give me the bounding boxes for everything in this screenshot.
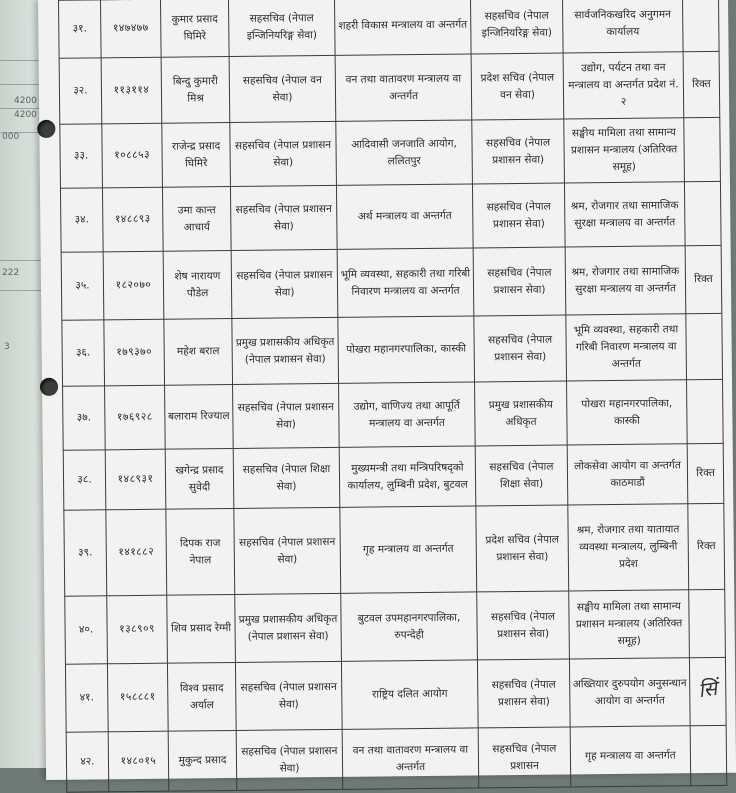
name-cell: राजेन्द्र प्रसाद घिमिरे <box>162 122 231 187</box>
current-office-cell: वन तथा वातावरण मन्त्रालय वा अन्तर्गत <box>342 728 479 789</box>
bg-number: 000 <box>2 132 20 142</box>
remark-cell <box>684 181 721 245</box>
table-row <box>60 181 721 252</box>
remark-cell <box>687 379 724 443</box>
new-position-cell: प्रदेश सचिव (नेपाल प्रशासन सेवा) <box>476 505 569 592</box>
serial-number-cell: ४२. <box>66 732 109 792</box>
table-row <box>65 589 726 664</box>
current-office-cell: बुटवल उपमहानगरपालिका, रुपन्देही <box>341 592 478 661</box>
position-cell: सहसचिव (नेपाल वन सेवा) <box>229 55 336 122</box>
name-cell: खगेन्द्र प्रसाद सुवेदी <box>165 448 234 509</box>
new-position-cell: सहसचिव (नेपाल प्रशासन सेवा) <box>473 247 566 316</box>
serial-number-cell: ३८. <box>63 450 106 510</box>
table-row <box>63 443 724 510</box>
serial-number-cell: ३७. <box>63 386 106 450</box>
serial-number-cell: ३३. <box>60 124 103 188</box>
table-row <box>59 51 720 124</box>
bg-number: 222 <box>2 268 20 278</box>
table-row <box>59 0 720 58</box>
current-office-cell: मुख्यमन्त्री तथा मन्त्रिपरिषद्को कार्यालय, लुम्बिनी प्रदेश, बुटवल <box>339 446 476 507</box>
new-office-cell: उद्योग, पर्यटन तथा वन मन्त्रालय वा अन्तर्गत प्रदेश नं. २ <box>563 52 684 119</box>
new-office-cell: सङ्घीय मामिला तथा सामान्य प्रशासन मन्त्रालय (अतिरिक्त समूह) <box>569 590 690 659</box>
new-office-cell: श्रम, रोजगार तथा यातायात व्यवस्था मन्त्रालय, लुम्बिनी प्रदेश <box>568 504 689 591</box>
symbol-number-cell: १८२०७० <box>103 251 164 320</box>
table-row <box>65 657 726 732</box>
position-cell: सहसचिव (नेपाल प्रशासन सेवा) <box>231 249 338 318</box>
new-office-cell: श्रम, रोजगार तथा सामाजिक सुरक्षा मन्त्रालय वा अन्तर्गत <box>565 246 686 315</box>
position-cell: सहसचिव (नेपाल प्रशासन सेवा) <box>234 507 341 594</box>
new-position-cell: सहसचिव (नेपाल प्रशासन सेवा) <box>477 659 570 728</box>
new-position-cell: प्रदेश सचिव (नेपाल वन सेवा) <box>471 53 564 120</box>
serial-number-cell: ३९. <box>64 510 107 596</box>
position-cell: प्रमुख प्रशासकीय अधिकृत (नेपाल प्रशासन सेवा) <box>232 317 339 384</box>
remark-cell <box>684 117 721 181</box>
bg-number: 4200 <box>14 110 37 120</box>
symbol-number-cell: १४८९३१ <box>105 449 166 510</box>
serial-number-cell: ४०. <box>65 596 108 664</box>
current-office-cell: आदिवासी जनजाति आयोग, ललितपुर <box>336 120 473 185</box>
current-office-cell: शहरी विकास मन्त्रालय वा अन्तर्गत <box>334 0 471 55</box>
table-row <box>61 245 722 320</box>
remark-cell: रिक्त <box>683 51 720 117</box>
new-office-cell: अख्तियार दुरुपयोग अनुसन्धान आयोग वा अन्तर्गत <box>569 658 690 727</box>
position-cell: सहसचिव (नेपाल प्रशासन सेवा) <box>230 185 337 250</box>
serial-number-cell: ३२. <box>59 58 102 124</box>
table-row <box>66 725 727 792</box>
name-cell: बलाराम रिज्याल <box>165 384 234 449</box>
new-position-cell: सहसचिव (नेपाल प्रशासन सेवा) <box>477 591 570 660</box>
symbol-number-cell: १४८०१५ <box>108 731 169 792</box>
name-cell: बिन्दु कुमारी मिश्र <box>161 57 230 124</box>
current-office-cell: अर्थ मन्त्रालय वा अन्तर्गत <box>336 184 473 249</box>
position-cell: सहसचिव (नेपाल प्रशासन सेवा) <box>235 661 342 730</box>
new-position-cell: सहसचिव (नेपाल शिक्षा सेवा) <box>475 445 568 506</box>
bg-number: 3 <box>4 342 10 352</box>
name-cell: विश्व प्रसाद अर्याल <box>167 662 236 731</box>
name-cell: महेश बराल <box>164 318 233 385</box>
current-office-cell: गृह मन्त्रालय वा अन्तर्गत <box>340 506 477 593</box>
symbol-number-cell: १४८८९३ <box>102 187 163 252</box>
name-cell: शेष नारायण पौडेल <box>163 250 232 319</box>
serial-number-cell: ३६. <box>62 320 105 386</box>
symbol-number-cell: १३८९०९ <box>107 595 168 664</box>
current-office-cell: उद्योग, वाणिज्य तथा आपूर्ति मन्त्रालय वा अन्तर्गत <box>339 382 476 447</box>
document-page <box>38 0 736 780</box>
new-position-cell: सहसचिव (नेपाल प्रशासन सेवा) <box>474 315 567 382</box>
current-office-cell: पोखरा महानगरपालिका, कास्की <box>338 316 475 383</box>
remark-cell <box>686 313 723 379</box>
table-row <box>64 503 725 596</box>
position-cell: सहसचिव (नेपाल प्रशासन सेवा) <box>233 383 340 448</box>
new-office-cell: भूमि व्यवस्था, सहकारी तथा गरिबी निवारण मन्त्रालय वा अन्तर्गत <box>566 314 687 381</box>
new-office-cell: सार्वजनिकखरिद अनुगमन कार्यालय <box>562 0 683 53</box>
serial-number-cell: ३१. <box>59 0 102 58</box>
punch-hole <box>40 378 58 396</box>
name-cell: उमा कान्त आचार्य <box>162 186 231 251</box>
name-cell: कुमार प्रसाद घिमिरे <box>160 0 229 57</box>
name-cell: दिपक राज नेपाल <box>166 508 235 595</box>
table-row <box>63 379 724 450</box>
serial-number-cell: ३५. <box>61 252 104 320</box>
current-office-cell: राष्ट्रिय दलित आयोग <box>341 660 478 729</box>
new-office-cell: गृह मन्त्रालय वा अन्तर्गत <box>570 726 691 787</box>
symbol-number-cell: १७६९२८ <box>105 385 166 450</box>
position-cell: सहसचिव (नेपाल प्रशासन सेवा) <box>236 729 343 790</box>
symbol-number-cell: १४७४७७ <box>101 0 162 58</box>
current-office-cell: भूमि व्यवस्था, सहकारी तथा गरिबी निवारण मन्त्रालय वा अन्तर्गत <box>337 248 474 317</box>
symbol-number-cell: १०८८५३ <box>102 123 163 188</box>
symbol-number-cell: १७९३७० <box>104 319 165 386</box>
serial-number-cell: ३४. <box>60 188 103 252</box>
position-cell: सहसचिव (नेपाल शिक्षा सेवा) <box>233 447 340 508</box>
name-cell: शिव प्रसाद रेग्मी <box>167 594 236 663</box>
new-office-cell: श्रम, रोजगार तथा सामाजिक सुरक्षा मन्त्रालय वा अन्तर्गत <box>564 182 685 247</box>
new-position-cell: सहसचिव (नेपाल प्रशासन <box>478 727 571 788</box>
remark-cell <box>689 657 726 725</box>
symbol-number-cell: १४१८८२ <box>106 509 167 596</box>
remark-cell: रिक्त <box>685 245 722 313</box>
remark-cell <box>690 725 727 785</box>
remark-cell: रिक्त <box>687 443 724 503</box>
transfer-table <box>58 0 727 793</box>
current-office-cell: वन तथा वातावरण मन्त्रालय वा अन्तर्गत <box>335 54 472 121</box>
remark-cell: रिक्त <box>688 503 725 589</box>
new-position-cell: सहसचिव (नेपाल प्रशासन सेवा) <box>472 183 565 248</box>
remark-cell <box>689 589 726 657</box>
position-cell: सहसचिव (नेपाल इन्जिनियरिङ्ग सेवा) <box>228 0 335 57</box>
table-row <box>60 117 721 188</box>
remark-cell <box>682 0 719 52</box>
new-office-cell: लोकसेवा आयोग वा अन्तर्गत काठमाडौं <box>567 444 688 505</box>
position-cell: प्रमुख प्रशासकीय अधिकृत (नेपाल प्रशासन सेवा) <box>235 593 342 662</box>
symbol-number-cell: १५८८८१ <box>107 663 168 732</box>
punch-hole <box>37 120 55 138</box>
table-row <box>62 313 723 386</box>
bg-number: 4200 <box>14 96 37 106</box>
new-position-cell: प्रमुख प्रशासकीय अधिकृत <box>475 381 568 446</box>
new-office-cell: पोखरा महानगरपालिका, कास्की <box>567 380 688 445</box>
new-position-cell: सहसचिव (नेपाल प्रशासन सेवा) <box>472 119 565 184</box>
handwritten-mark: सिं <box>696 675 719 703</box>
name-cell: मुकुन्द प्रसाद <box>168 730 237 791</box>
symbol-number-cell: ११३११४ <box>101 57 162 124</box>
position-cell: सहसचिव (नेपाल प्रशासन सेवा) <box>230 121 337 186</box>
new-office-cell: सङ्घीय मामिला तथा सामान्य प्रशासन मन्त्रालय (अतिरिक्त समूह) <box>564 118 685 183</box>
new-position-cell: सहसचिव (नेपाल इन्जिनियरिङ्ग सेवा) <box>470 0 563 54</box>
serial-number-cell: ४१. <box>65 664 108 732</box>
